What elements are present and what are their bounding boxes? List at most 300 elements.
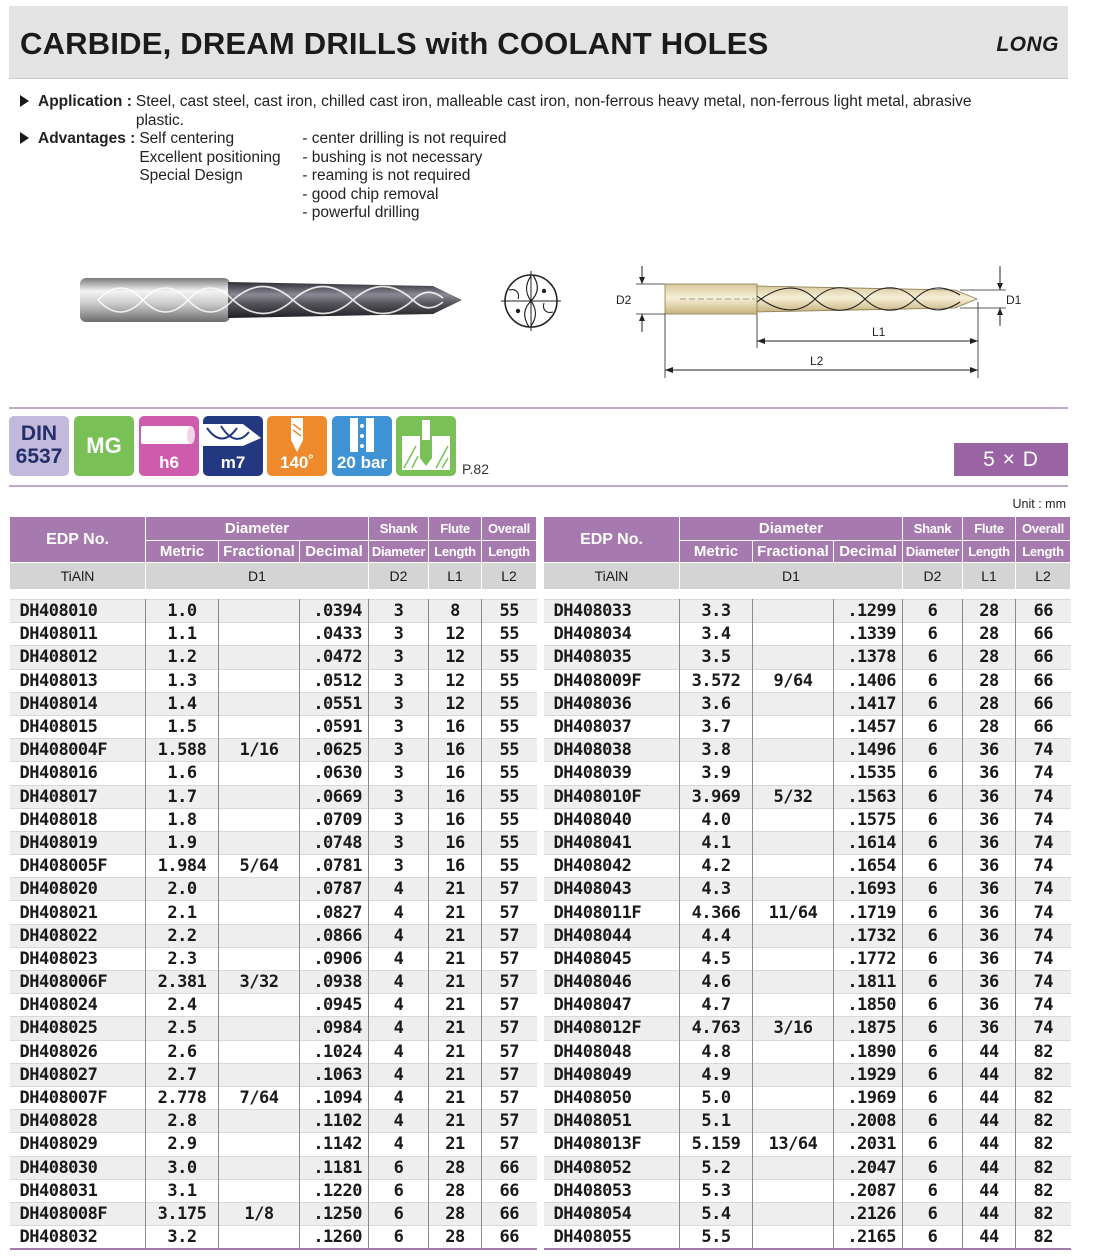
decimal-cell: .1024: [300, 1040, 369, 1063]
flute-cell: 44: [963, 1156, 1016, 1179]
length-ratio-badge: 5 × D: [954, 443, 1068, 476]
hole-tolerance-badge: [203, 416, 263, 476]
overall-cell: 57: [482, 878, 537, 901]
coating-label: TiAlN: [10, 563, 146, 590]
edp-cell[interactable]: DH408033: [544, 600, 680, 623]
fractional-cell: [753, 1226, 834, 1249]
edp-cell[interactable]: DH408048: [544, 1040, 680, 1063]
fractional-cell: [219, 1179, 300, 1202]
overall-cell: 82: [1016, 1040, 1071, 1063]
fractional-cell: [753, 600, 834, 623]
decimal-cell: .0630: [300, 762, 369, 785]
decimal-cell: .1969: [834, 1086, 903, 1109]
fractional-cell: 11/64: [753, 901, 834, 924]
fractional-cell: [219, 947, 300, 970]
advantage-feature: Self centering: [139, 130, 235, 147]
decimal-cell: .1535: [834, 762, 903, 785]
advantages-row: [20, 130, 1060, 223]
bullet-triangle-icon: [20, 132, 29, 144]
decimal-cell: .1250: [300, 1202, 369, 1225]
edp-cell[interactable]: DH408042: [544, 855, 680, 878]
decimal-cell: .1693: [834, 878, 903, 901]
overall-cell: 66: [1016, 623, 1071, 646]
flute-cell: 28: [429, 1202, 482, 1225]
metric-cell: 5.0: [680, 1086, 753, 1109]
shank-cell: 4: [369, 994, 429, 1017]
flute-cell: 28: [963, 692, 1016, 715]
shank-cell: 3: [369, 762, 429, 785]
flute-cell: 12: [429, 646, 482, 669]
edp-cell[interactable]: DH408011: [10, 623, 146, 646]
flute-cell: 44: [963, 1040, 1016, 1063]
decimal-cell: .1719: [834, 901, 903, 924]
edp-cell[interactable]: DH408018: [10, 808, 146, 831]
edp-cell[interactable]: DH408011F: [544, 901, 680, 924]
l2-symbol: L2: [482, 563, 537, 590]
flute-cell: 36: [963, 994, 1016, 1017]
fractional-cell: [219, 646, 300, 669]
shank-cell: 4: [369, 1017, 429, 1040]
fractional-cell: [753, 808, 834, 831]
edp-cell[interactable]: DH408013F: [544, 1133, 680, 1156]
flute-cell: 16: [429, 808, 482, 831]
coating-label: TiAlN: [544, 563, 680, 590]
overall-cell: 74: [1016, 1017, 1071, 1040]
metric-cell: 2.1: [146, 901, 219, 924]
decimal-cell: .1339: [834, 623, 903, 646]
edp-cell[interactable]: DH408014: [10, 692, 146, 715]
point-angle-icon: [267, 416, 327, 456]
fractional-cell: [219, 1110, 300, 1133]
decimal-cell: .1772: [834, 947, 903, 970]
edp-cell[interactable]: DH408004F: [10, 739, 146, 762]
shank-cell: 3: [369, 715, 429, 738]
table-row: [544, 855, 1071, 878]
overall-cell: 74: [1016, 878, 1071, 901]
overall-cell: 57: [482, 971, 537, 994]
fractional-cell: [219, 924, 300, 947]
col-header-decimal: Decimal: [300, 541, 369, 563]
shank-cell: 4: [369, 1133, 429, 1156]
decimal-cell: .1850: [834, 994, 903, 1017]
metric-cell: 4.4: [680, 924, 753, 947]
h6-label: h6: [159, 453, 179, 472]
fractional-cell: 7/64: [219, 1086, 300, 1109]
coolant-icon: [332, 416, 392, 456]
shank-cell: 6: [903, 971, 963, 994]
edp-cell[interactable]: DH408022: [10, 924, 146, 947]
edp-cell[interactable]: DH408035: [544, 646, 680, 669]
col-header-overall: Overall: [1016, 517, 1071, 541]
edp-cell[interactable]: DH408041: [544, 831, 680, 854]
overall-cell: 82: [1016, 1179, 1071, 1202]
edp-cell[interactable]: DH408054: [544, 1202, 680, 1225]
table-row: [10, 785, 537, 808]
overall-cell: 57: [482, 1063, 537, 1086]
edp-cell[interactable]: DH408027: [10, 1063, 146, 1086]
edp-cell[interactable]: DH408028: [10, 1110, 146, 1133]
decimal-cell: .1102: [300, 1110, 369, 1133]
edp-cell[interactable]: DH408052: [544, 1156, 680, 1179]
fractional-cell: [753, 1086, 834, 1109]
metric-cell: 3.3: [680, 600, 753, 623]
edp-cell[interactable]: DH408045: [544, 947, 680, 970]
flute-cell: 21: [429, 878, 482, 901]
overall-cell: 74: [1016, 831, 1071, 854]
col-header-shank-diameter: Diameter: [369, 541, 429, 563]
decimal-cell: .1220: [300, 1179, 369, 1202]
edp-cell[interactable]: DH408047: [544, 994, 680, 1017]
fractional-cell: [753, 1110, 834, 1133]
table-row: [544, 878, 1071, 901]
d2-symbol: D2: [903, 563, 963, 590]
decimal-cell: .0394: [300, 600, 369, 623]
table-row: [544, 646, 1071, 669]
overall-cell: 82: [1016, 1226, 1071, 1249]
edp-cell[interactable]: DH408031: [10, 1179, 146, 1202]
decimal-cell: .2047: [834, 1156, 903, 1179]
table-row: [10, 715, 537, 738]
page-header: [9, 6, 1068, 79]
fractional-cell: 9/64: [753, 669, 834, 692]
overall-cell: 74: [1016, 739, 1071, 762]
application-row: [20, 93, 1060, 130]
edp-cell[interactable]: DH408034: [544, 623, 680, 646]
shank-cell: 3: [369, 646, 429, 669]
advantage-benefit: - reaming is not required: [302, 167, 471, 184]
flute-cell: 16: [429, 762, 482, 785]
decimal-cell: .1732: [834, 924, 903, 947]
overall-cell: 55: [482, 692, 537, 715]
overall-cell: 82: [1016, 1202, 1071, 1225]
shank-cell: 4: [369, 1110, 429, 1133]
decimal-cell: .0625: [300, 739, 369, 762]
metric-cell: 1.8: [146, 808, 219, 831]
shank-cell: 6: [903, 623, 963, 646]
shank-cell: 4: [369, 971, 429, 994]
table-row: [544, 1017, 1071, 1040]
edp-cell[interactable]: DH408050: [544, 1086, 680, 1109]
flute-cell: 44: [963, 1226, 1016, 1249]
col-header-edp: EDP No.: [544, 517, 680, 563]
overall-cell: 57: [482, 947, 537, 970]
product-info: [20, 93, 1060, 223]
table-row: [10, 1179, 537, 1202]
flute-cell: 36: [963, 762, 1016, 785]
shank-cell: 4: [369, 1086, 429, 1109]
table-row: [10, 947, 537, 970]
edp-cell[interactable]: DH408013: [10, 669, 146, 692]
edp-cell[interactable]: DH408006F: [10, 971, 146, 994]
decimal-cell: .1406: [834, 669, 903, 692]
shank-cell: 4: [369, 947, 429, 970]
d1-symbol: D1: [146, 563, 369, 590]
decimal-cell: .2087: [834, 1179, 903, 1202]
overall-cell: 66: [1016, 669, 1071, 692]
shank-cell: 6: [903, 808, 963, 831]
shank-cell: 4: [369, 924, 429, 947]
flute-cell: 21: [429, 1086, 482, 1109]
table-row: [10, 1226, 537, 1249]
overall-cell: 55: [482, 646, 537, 669]
decimal-cell: .2031: [834, 1133, 903, 1156]
metric-cell: 1.588: [146, 739, 219, 762]
edp-cell[interactable]: DH408040: [544, 808, 680, 831]
flute-cell: 21: [429, 994, 482, 1017]
edp-cell[interactable]: DH408010F: [544, 785, 680, 808]
metric-cell: 5.5: [680, 1226, 753, 1249]
col-header-fractional: Fractional: [753, 541, 834, 563]
decimal-cell: .1260: [300, 1226, 369, 1249]
l1-label: L1: [872, 325, 886, 339]
metric-cell: 1.984: [146, 855, 219, 878]
edp-cell[interactable]: DH408044: [544, 924, 680, 947]
decimal-cell: .1142: [300, 1133, 369, 1156]
overall-cell: 82: [1016, 1133, 1071, 1156]
fractional-cell: [219, 715, 300, 738]
metric-cell: 2.2: [146, 924, 219, 947]
edp-cell[interactable]: DH408008F: [10, 1202, 146, 1225]
edp-cell[interactable]: DH408036: [544, 692, 680, 715]
table-row: [10, 855, 537, 878]
shank-cell: 3: [369, 831, 429, 854]
flute-cell: 36: [963, 971, 1016, 994]
col-header-overall: Overall: [482, 517, 537, 541]
decimal-cell: .1575: [834, 808, 903, 831]
decimal-cell: .0472: [300, 646, 369, 669]
col-header-metric: Metric: [146, 541, 219, 563]
blind-hole-icon: [396, 416, 456, 476]
decimal-cell: .1811: [834, 971, 903, 994]
overall-cell: 82: [1016, 1063, 1071, 1086]
overall-cell: 57: [482, 994, 537, 1017]
flute-cell: 36: [963, 785, 1016, 808]
table-row: [544, 739, 1071, 762]
table-row: [544, 947, 1071, 970]
m7-label: m7: [220, 453, 246, 472]
fractional-cell: [753, 924, 834, 947]
shank-cell: 6: [903, 785, 963, 808]
edp-cell[interactable]: DH408039: [544, 762, 680, 785]
edp-cell[interactable]: DH408053: [544, 1179, 680, 1202]
overall-cell: 74: [1016, 947, 1071, 970]
edp-cell[interactable]: DH408009F: [544, 669, 680, 692]
edp-cell[interactable]: DH408005F: [10, 855, 146, 878]
advantage-benefits: [302, 130, 506, 223]
shank-cell: 6: [903, 1133, 963, 1156]
flute-cell: 16: [429, 715, 482, 738]
table-row: [10, 1202, 537, 1225]
angle-label: 140˚: [279, 453, 315, 472]
shank-cell: 6: [903, 1110, 963, 1133]
overall-cell: 82: [1016, 1086, 1071, 1109]
metric-cell: 2.3: [146, 947, 219, 970]
d2-symbol: D2: [369, 563, 429, 590]
table-row: [544, 669, 1071, 692]
flute-cell: 12: [429, 623, 482, 646]
edp-cell[interactable]: DH408010: [10, 600, 146, 623]
table-row: [10, 692, 537, 715]
shank-cell: 3: [369, 855, 429, 878]
fractional-cell: [753, 715, 834, 738]
edp-cell[interactable]: DH408020: [10, 878, 146, 901]
advantage-benefit: - good chip removal: [302, 185, 439, 203]
edp-cell[interactable]: DH408049: [544, 1063, 680, 1086]
fractional-cell: [219, 762, 300, 785]
spec-rows-left: [10, 600, 537, 1249]
shank-cell: 4: [369, 878, 429, 901]
drill-photo: [78, 272, 464, 328]
edp-cell[interactable]: DH408021: [10, 901, 146, 924]
metric-cell: 4.6: [680, 971, 753, 994]
flute-cell: 28: [963, 715, 1016, 738]
metric-cell: 2.381: [146, 971, 219, 994]
shank-cell: 3: [369, 600, 429, 623]
edp-cell[interactable]: DH408012F: [544, 1017, 680, 1040]
edp-cell[interactable]: DH408019: [10, 831, 146, 854]
shank-cell: 6: [903, 1040, 963, 1063]
overall-cell: 55: [482, 715, 537, 738]
fractional-cell: [219, 1040, 300, 1063]
flute-cell: 8: [429, 600, 482, 623]
edp-cell[interactable]: DH408037: [544, 715, 680, 738]
overall-cell: 82: [1016, 1156, 1071, 1179]
flute-cell: 36: [963, 901, 1016, 924]
edp-cell[interactable]: DH408051: [544, 1110, 680, 1133]
fractional-cell: [753, 994, 834, 1017]
metric-cell: 3.4: [680, 623, 753, 646]
advantages-list: [139, 130, 506, 223]
metric-cell: 1.5: [146, 715, 219, 738]
advantage-features: [139, 130, 302, 223]
shank-cell: 6: [903, 994, 963, 1017]
flute-cell: 36: [963, 855, 1016, 878]
overall-cell: 74: [1016, 855, 1071, 878]
edp-cell[interactable]: DH408025: [10, 1017, 146, 1040]
advantage-feature: Excellent positioning: [139, 148, 281, 166]
metric-cell: 2.9: [146, 1133, 219, 1156]
table-row: [544, 692, 1071, 715]
table-row: [544, 785, 1071, 808]
fractional-cell: [219, 785, 300, 808]
shank-cell: 6: [903, 646, 963, 669]
metric-cell: 2.4: [146, 994, 219, 1017]
fractional-cell: 13/64: [753, 1133, 834, 1156]
overall-cell: 57: [482, 1086, 537, 1109]
flute-cell: 36: [963, 1017, 1016, 1040]
material-grade-badge: MG: [74, 416, 134, 476]
decimal-cell: .0945: [300, 994, 369, 1017]
edp-cell[interactable]: DH408029: [10, 1133, 146, 1156]
overall-cell: 57: [482, 1110, 537, 1133]
flute-cell: 28: [963, 623, 1016, 646]
shank-cell: 6: [369, 1179, 429, 1202]
edp-cell[interactable]: DH408015: [10, 715, 146, 738]
edp-cell[interactable]: DH408055: [544, 1226, 680, 1249]
edp-cell[interactable]: DH408046: [544, 971, 680, 994]
metric-cell: 3.0: [146, 1156, 219, 1179]
metric-cell: 4.7: [680, 994, 753, 1017]
overall-cell: 74: [1016, 994, 1071, 1017]
edp-cell[interactable]: DH408043: [544, 878, 680, 901]
d1-label: D1: [1006, 293, 1022, 307]
flute-cell: 21: [429, 1110, 482, 1133]
metric-cell: 5.4: [680, 1202, 753, 1225]
flute-cell: 36: [963, 739, 1016, 762]
flute-cell: 21: [429, 1063, 482, 1086]
decimal-cell: .0551: [300, 692, 369, 715]
edp-cell[interactable]: DH408038: [544, 739, 680, 762]
flute-cell: 36: [963, 831, 1016, 854]
decimal-cell: .1094: [300, 1086, 369, 1109]
edp-cell[interactable]: DH408017: [10, 785, 146, 808]
drill-cross-section: [496, 266, 566, 336]
fractional-cell: [753, 1063, 834, 1086]
edp-cell[interactable]: DH408023: [10, 947, 146, 970]
edp-cell[interactable]: DH408024: [10, 994, 146, 1017]
col-header-shank-diameter: Diameter: [903, 541, 963, 563]
col-header-fractional: Fractional: [219, 541, 300, 563]
metric-cell: 1.3: [146, 669, 219, 692]
metric-cell: 1.6: [146, 762, 219, 785]
fractional-cell: [219, 692, 300, 715]
shank-cell: 3: [369, 623, 429, 646]
fractional-cell: 3/32: [219, 971, 300, 994]
edp-cell[interactable]: DH408032: [10, 1226, 146, 1249]
flute-cell: 21: [429, 901, 482, 924]
col-header-diameter: Diameter: [146, 517, 369, 541]
decimal-cell: .1181: [300, 1156, 369, 1179]
page-reference[interactable]: P.82: [462, 461, 489, 477]
table-row: [544, 1040, 1071, 1063]
edp-cell[interactable]: DH408007F: [10, 1086, 146, 1109]
edp-cell[interactable]: DH408016: [10, 762, 146, 785]
edp-cell[interactable]: DH408012: [10, 646, 146, 669]
metric-cell: 3.6: [680, 692, 753, 715]
flute-cell: 44: [963, 1133, 1016, 1156]
bullet-triangle-icon: [20, 95, 29, 107]
shank-cell: 6: [903, 855, 963, 878]
flute-cell: 36: [963, 947, 1016, 970]
edp-cell[interactable]: DH408030: [10, 1156, 146, 1179]
decimal-cell: .1614: [834, 831, 903, 854]
metric-cell: 5.2: [680, 1156, 753, 1179]
decimal-cell: .0433: [300, 623, 369, 646]
metric-cell: 5.159: [680, 1133, 753, 1156]
overall-cell: 55: [482, 785, 537, 808]
metric-cell: 4.8: [680, 1040, 753, 1063]
col-header-flute: Flute: [963, 517, 1016, 541]
overall-cell: 55: [482, 855, 537, 878]
overall-cell: 74: [1016, 971, 1071, 994]
table-row: [10, 831, 537, 854]
pressure-label: 20 bar: [336, 453, 388, 472]
flute-cell: 21: [429, 971, 482, 994]
page-title: CARBIDE, DREAM DRILLS with COOLANT HOLES: [20, 26, 769, 61]
fractional-cell: 5/32: [753, 785, 834, 808]
fractional-cell: [219, 600, 300, 623]
fractional-cell: [219, 878, 300, 901]
table-row: [10, 669, 537, 692]
overall-cell: 55: [482, 600, 537, 623]
table-row: [10, 808, 537, 831]
l1-symbol: L1: [963, 563, 1016, 590]
metric-cell: 2.8: [146, 1110, 219, 1133]
flute-cell: 16: [429, 739, 482, 762]
edp-cell[interactable]: DH408026: [10, 1040, 146, 1063]
shank-cell: 4: [369, 901, 429, 924]
table-row: [10, 600, 537, 623]
